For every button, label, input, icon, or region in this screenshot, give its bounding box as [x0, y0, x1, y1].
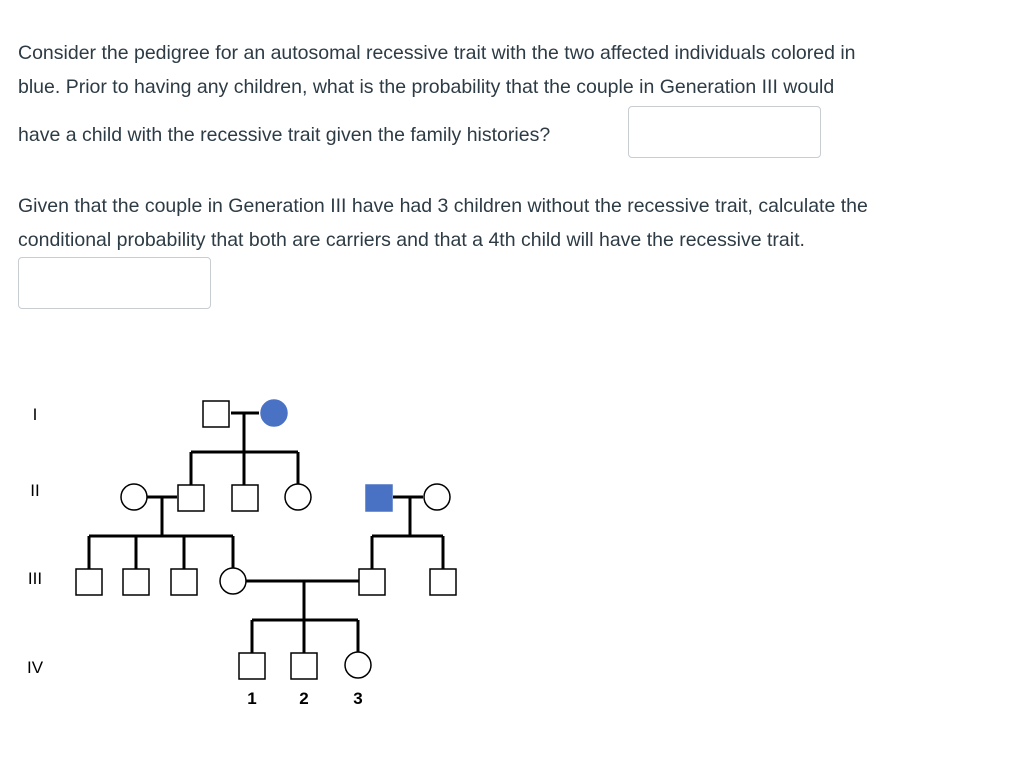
- question-1-line-1: Consider the pedigree for an autosomal recessive trait with the two affected individuals colored in: [18, 42, 856, 64]
- child-label-1: 1: [247, 689, 257, 708]
- gen2-female-spouse-right: [424, 484, 450, 510]
- gen2-male-affected: [366, 485, 392, 511]
- question-2-line-1: Given that the couple in Generation III have had 3 children without the recessive trait, calculate the: [18, 195, 868, 217]
- gen-label-IV: IV: [26, 658, 44, 677]
- answer-1-input[interactable]: [628, 106, 821, 158]
- gen4-child-3: [345, 652, 371, 678]
- pedigree-chart: [0, 380, 520, 720]
- gen2-male-1: [178, 485, 204, 511]
- gen1-female-affected: [261, 400, 287, 426]
- gen3-male-3: [171, 569, 197, 595]
- gen2-female-spouse: [121, 484, 147, 510]
- gen3-male-husband: [359, 569, 385, 595]
- gen2-female-sib: [285, 484, 311, 510]
- gen3-male-right: [430, 569, 456, 595]
- gen2-male-2: [232, 485, 258, 511]
- question-2-line-2: conditional probability that both are carriers and that a 4th child will have the recessive trait.: [18, 229, 805, 251]
- gen-label-II: II: [30, 481, 40, 500]
- gen-label-I: I: [32, 405, 38, 424]
- child-label-3: 3: [353, 689, 363, 708]
- gen4-child-1: [239, 653, 265, 679]
- child-label-2: 2: [299, 689, 309, 708]
- gen3-male-1: [76, 569, 102, 595]
- gen3-male-2: [123, 569, 149, 595]
- gen3-female-wife: [220, 568, 246, 594]
- question-1-line-2: blue. Prior to having any children, what is the probability that the couple in Generation III would: [18, 76, 835, 98]
- question-1-line-3: have a child with the recessive trait given the family histories?: [18, 124, 551, 146]
- gen-label-III: III: [27, 569, 43, 588]
- gen1-male: [203, 401, 229, 427]
- gen4-child-2: [291, 653, 317, 679]
- answer-2-input[interactable]: [18, 257, 211, 309]
